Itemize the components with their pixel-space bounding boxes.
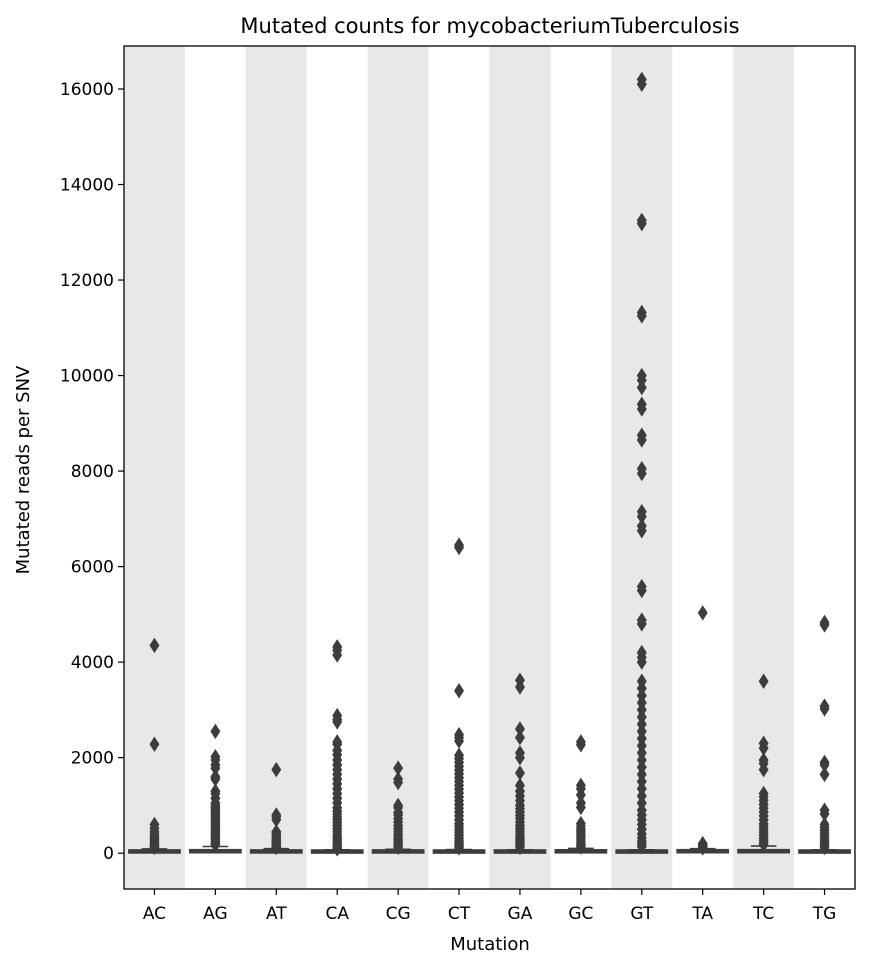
outlier-point bbox=[820, 767, 829, 781]
y-tick-label: 8000 bbox=[70, 462, 114, 483]
box-ag bbox=[190, 724, 241, 852]
y-tick-label: 16000 bbox=[59, 79, 114, 100]
x-axis-ticks bbox=[143, 889, 836, 924]
chart-title: Mutated counts for mycobacteriumTuberculosis bbox=[240, 14, 740, 38]
box-gc bbox=[555, 735, 606, 854]
x-tick-label-cg: CG bbox=[385, 904, 411, 924]
y-tick-label: 14000 bbox=[59, 175, 114, 196]
x-tick-label-ag: AG bbox=[203, 904, 228, 924]
x-tick-label-gt: GT bbox=[630, 904, 654, 924]
x-tick-label-ac: AC bbox=[142, 904, 167, 924]
x-tick-label-ct: CT bbox=[447, 904, 471, 924]
shade-band-ac bbox=[124, 46, 185, 889]
box-ct bbox=[433, 538, 484, 855]
box-ca bbox=[312, 640, 363, 856]
x-tick-label-ta: TA bbox=[692, 904, 714, 924]
y-tick-label: 6000 bbox=[70, 557, 114, 578]
y-axis-ticks bbox=[60, 80, 124, 864]
x-axis-label: Mutation bbox=[450, 934, 530, 955]
y-tick-label: 10000 bbox=[59, 366, 114, 387]
y-tick-label: 12000 bbox=[59, 271, 114, 292]
outlier-point bbox=[211, 724, 220, 738]
box-tg bbox=[799, 615, 850, 854]
outlier-point bbox=[455, 684, 464, 698]
y-tick-label: 0 bbox=[103, 844, 114, 865]
y-tick-label: 2000 bbox=[70, 748, 114, 769]
x-tick-label-gc: GC bbox=[568, 904, 594, 924]
x-tick-label-ca: CA bbox=[325, 904, 349, 924]
y-axis-label: Mutated reads per SNV bbox=[13, 365, 34, 575]
x-tick-label-at: AT bbox=[265, 904, 287, 924]
x-tick-label-ga: GA bbox=[507, 904, 533, 924]
x-tick-label-tc: TC bbox=[752, 904, 775, 924]
x-tick-label-tg: TG bbox=[812, 904, 837, 924]
box-ta bbox=[677, 606, 728, 855]
outlier-point bbox=[698, 606, 707, 620]
y-tick-label: 4000 bbox=[70, 653, 114, 674]
